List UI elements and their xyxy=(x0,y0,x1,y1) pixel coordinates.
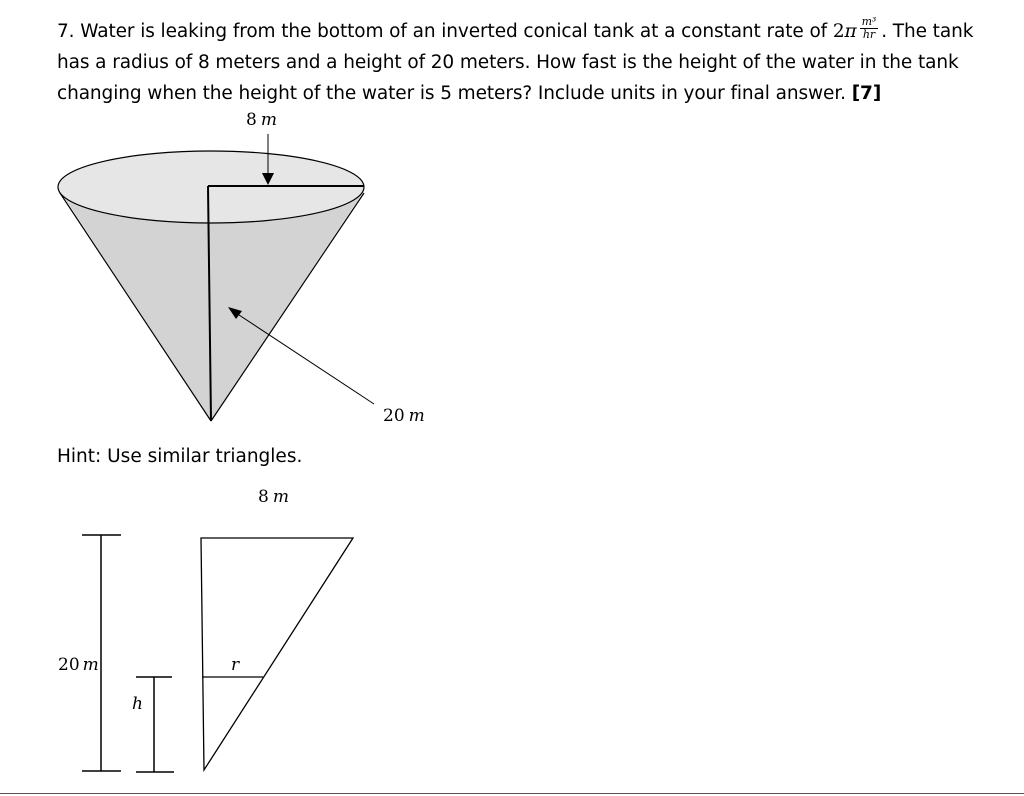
problem-text-line-1: Water is leaking from the bottom of an inverted conical tank at a constant rate of xyxy=(80,21,828,42)
cone-diagram xyxy=(58,110,425,426)
big-triangle xyxy=(201,538,353,770)
rate-pi: π xyxy=(844,21,857,42)
problem-line-2: has a radius of 8 meters and a height of 20 meters. How fast is the height of the water in the tank xyxy=(57,52,959,73)
hint-text: Hint: Use similar triangles. xyxy=(57,446,303,467)
height-pointer-line xyxy=(236,313,374,404)
rate-unit-numerator: m³ xyxy=(861,14,877,28)
small-radius-label: r xyxy=(231,655,240,675)
big-height-label: 20 m xyxy=(58,655,99,675)
cone-body xyxy=(60,191,364,421)
points-value: [7] xyxy=(851,83,882,104)
problem-text-line-1-end: . The tank xyxy=(881,21,974,42)
triangle-top-label: 8 m xyxy=(258,487,289,507)
problem-text-line-3: changing when the height of the water is 5 meters? Include units in your final answer. xyxy=(57,83,846,104)
small-height-label: h xyxy=(132,694,143,714)
rate-unit-denominator: hr xyxy=(862,27,875,41)
rate-coefficient: 2 xyxy=(832,21,845,42)
height-label: 20 m xyxy=(383,406,425,426)
problem-number: 7. xyxy=(57,21,75,42)
similar-triangles-diagram xyxy=(56,487,353,772)
radius-label: 8 m xyxy=(246,110,277,130)
bottom-divider xyxy=(0,793,1024,794)
